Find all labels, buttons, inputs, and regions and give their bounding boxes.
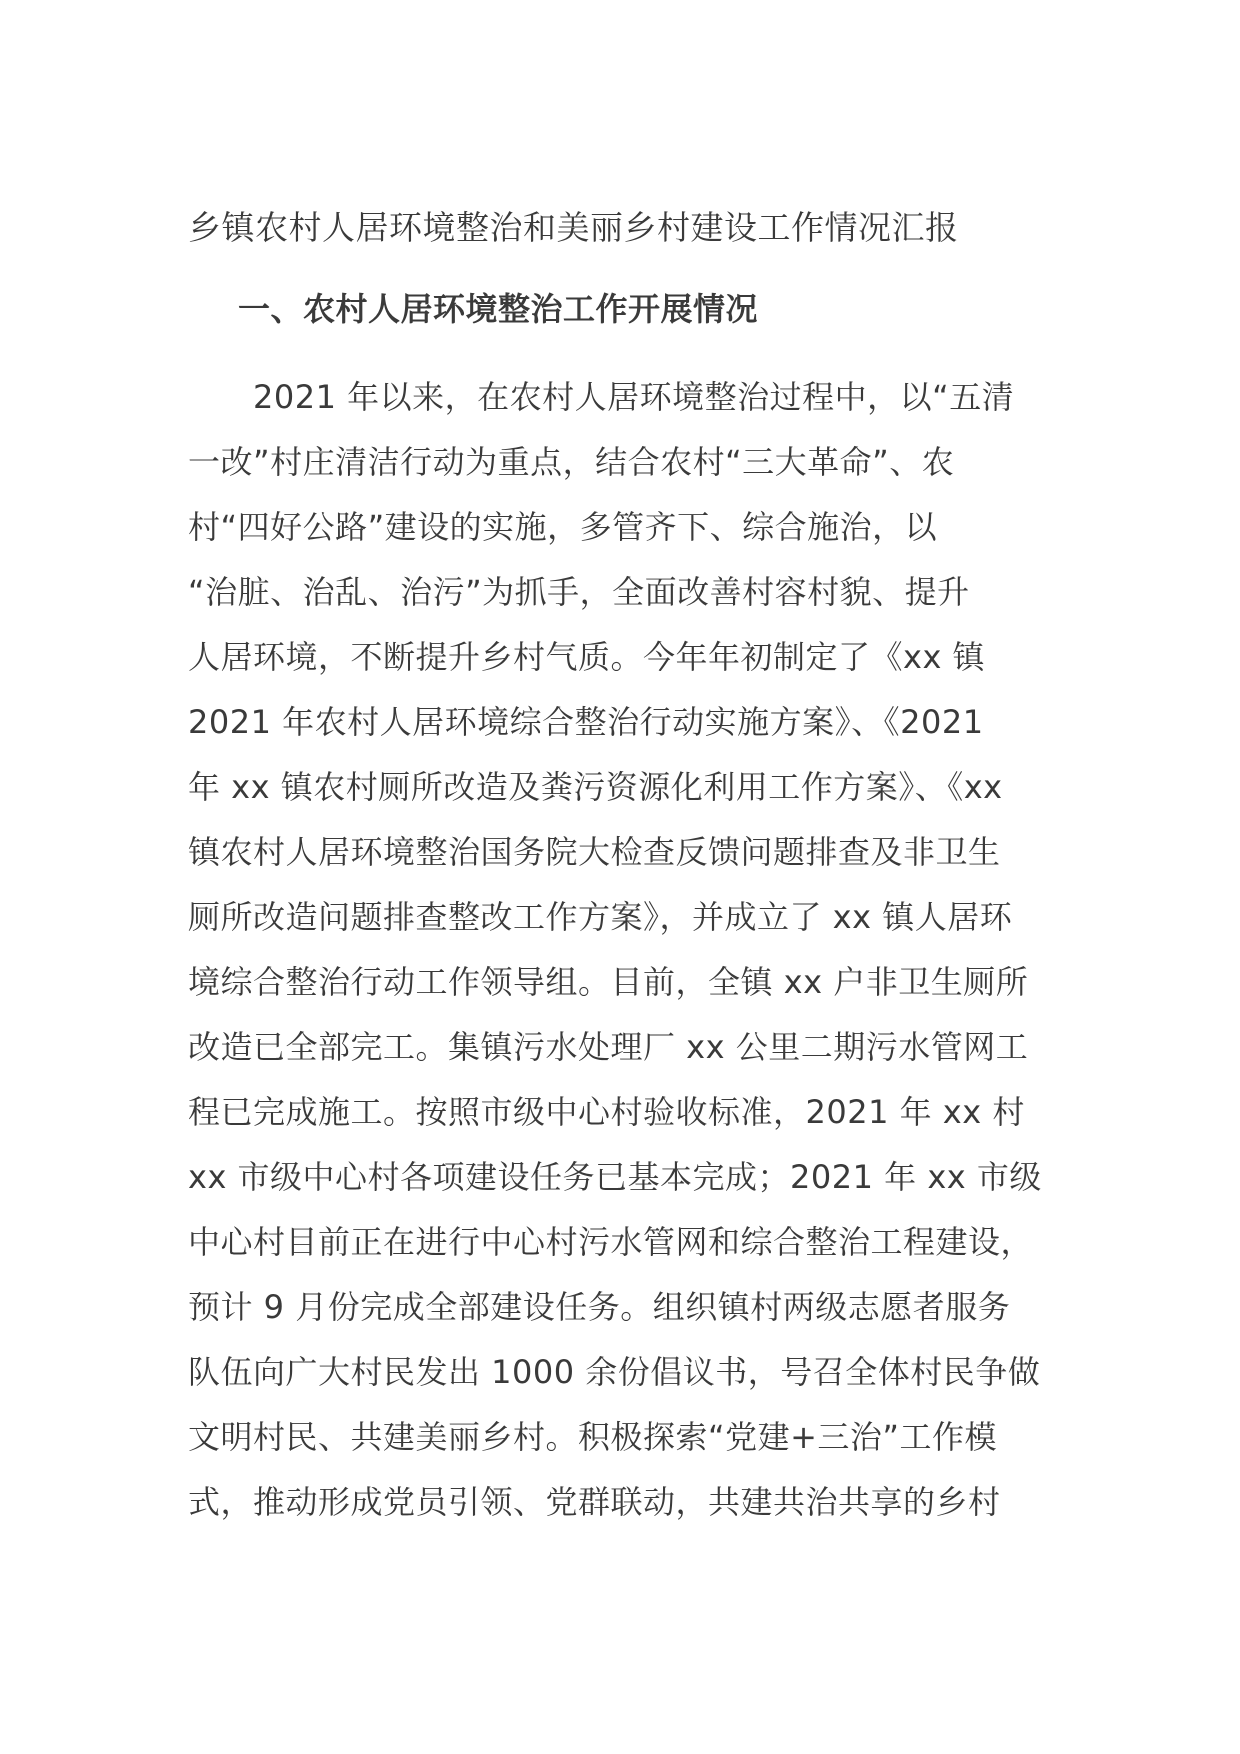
- body-line: 年 xx 镇农村厕所改造及粪污资源化利用工作方案》、《xx: [188, 768, 1003, 806]
- section-heading: 一、农村人居环境整治工作开展情况: [238, 290, 759, 328]
- body-line: 文明村民、共建美丽乡村。积极探索“党建+三治”工作模: [188, 1418, 997, 1456]
- body-line: 中心村目前正在进行中心村污水管网和综合整治工程建设，: [188, 1223, 1034, 1261]
- body-line: 队伍向广大村民发出 1000 余份倡议书，号召全体村民争做: [188, 1353, 1041, 1391]
- body-line: xx 市级中心村各项建设任务已基本完成；2021 年 xx 市级: [188, 1158, 1042, 1196]
- body-line: 程已完成施工。按照市级中心村验收标准，2021 年 xx 村: [188, 1093, 1025, 1131]
- body-line: 境综合整治行动工作领导组。目前，全镇 xx 户非卫生厕所: [188, 963, 1029, 1001]
- body-line: 2021 年以来，在农村人居环境整治过程中，以“五清: [188, 378, 1015, 416]
- body-line: 一改”村庄清洁行动为重点，结合农村“三大革命”、农: [188, 443, 955, 481]
- body-line: 式，推动形成党员引领、党群联动，共建共治共享的乡村: [188, 1483, 1001, 1521]
- body-line: 厕所改造问题排查整改工作方案》，并成立了 xx 镇人居环: [188, 898, 1013, 936]
- body-line: 村“四好公路”建设的实施，多管齐下、综合施治，以: [188, 508, 938, 546]
- body-line: 人居环境，不断提升乡村气质。今年年初制定了《xx 镇: [188, 638, 986, 676]
- body-line: “治脏、治乱、治污”为抓手，全面改善村容村貌、提升: [188, 573, 970, 611]
- body-line: 改造已全部完工。集镇污水处理厂 xx 公里二期污水管网工: [188, 1028, 1029, 1066]
- body-line: 2021 年农村人居环境综合整治行动实施方案》、《2021: [188, 703, 984, 741]
- body-line: 镇农村人居环境整治国务院大检查反馈问题排查及非卫生: [188, 833, 1001, 871]
- body-line: 预计 9 月份完成全部建设任务。组织镇村两级志愿者服务: [188, 1288, 1011, 1326]
- document-title: 乡镇农村人居环境整治和美丽乡村建设工作情况汇报: [188, 208, 959, 247]
- body-paragraph: [188, 373, 1068, 1543]
